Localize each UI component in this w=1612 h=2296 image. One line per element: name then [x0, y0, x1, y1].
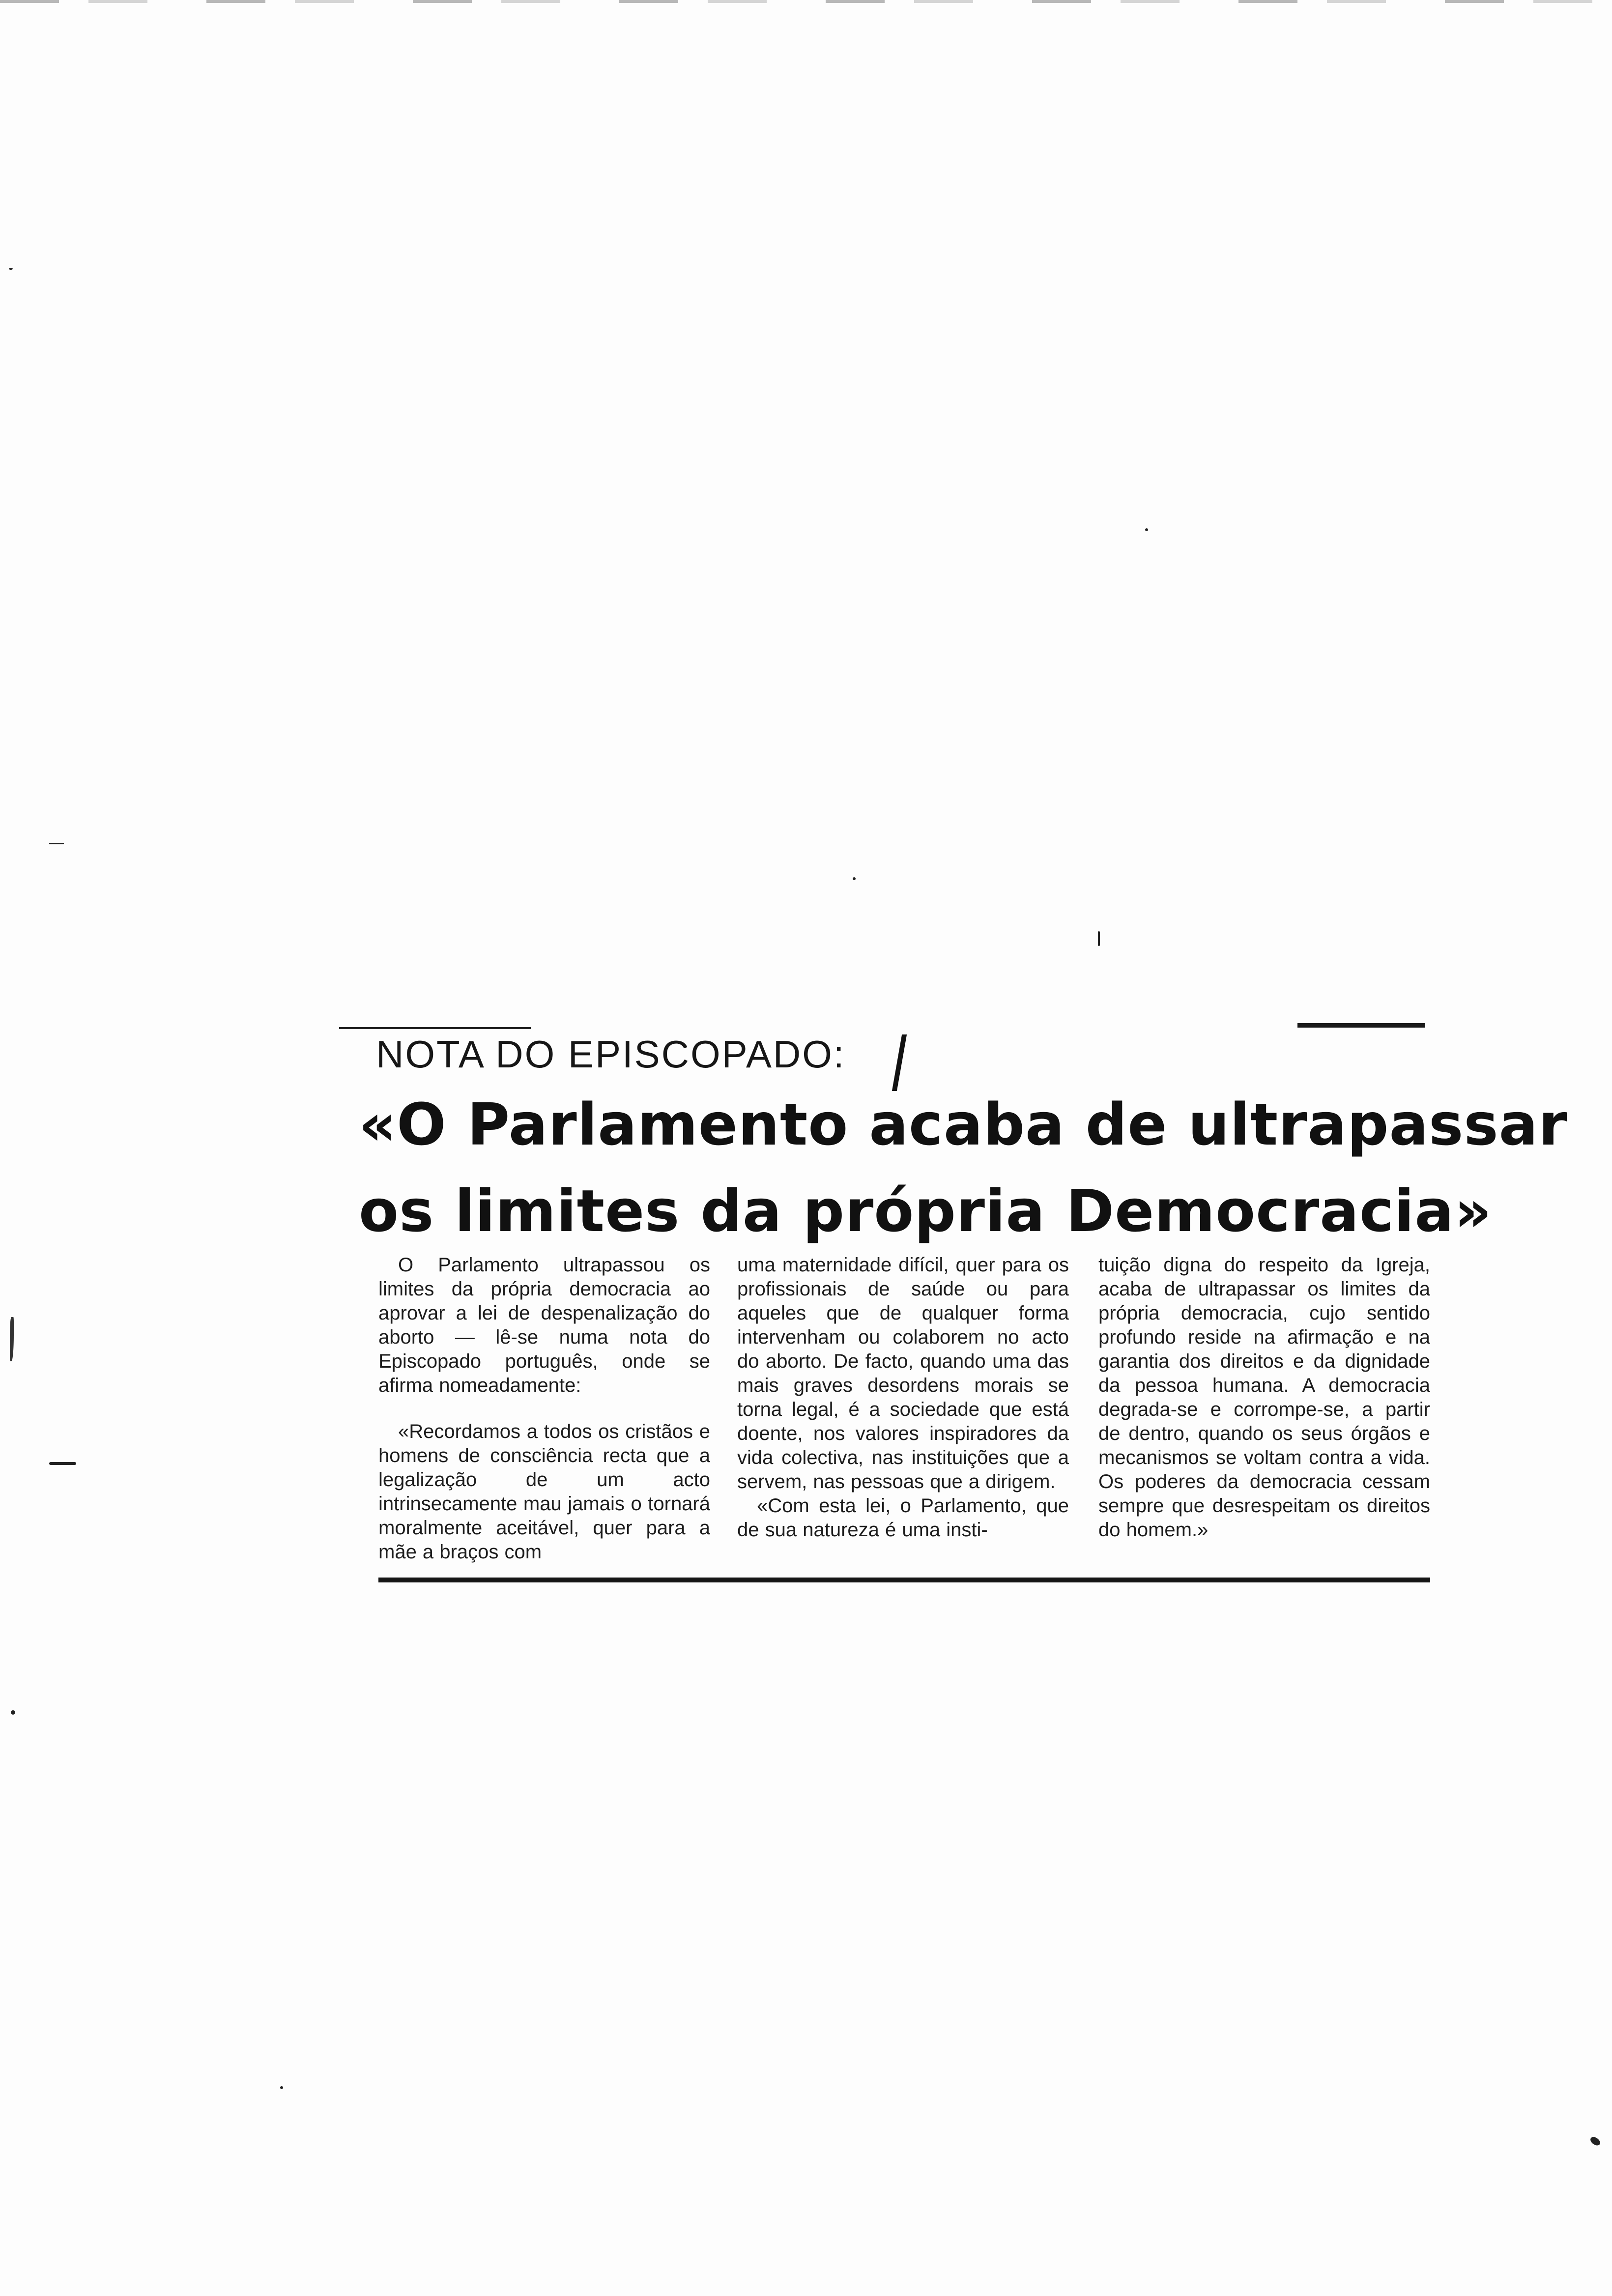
scan-speck: [280, 2086, 283, 2089]
scan-speck: [853, 877, 856, 880]
scan-speck: [1145, 528, 1148, 531]
paragraph: «Com esta lei, o Parlamento, que de sua natureza é uma insti-: [737, 1495, 1069, 1541]
paragraph: «Recordamos a todos os cristãos e homens de consciência recta que a legalização de um acto intrinsecamente mau jamais o tornará moralmente aceitável, quer para a mãe a braços com: [378, 1421, 710, 1563]
paragraph: uma maternidade difícil, quer para os profissionais de saúde ou para aqueles que de qualquer forma intervenham ou colaborem no acto do aborto. De facto, quando uma das mais graves desordens morais se torna legal, é a sociedade que está doente, nos valores inspiradores da vida colectiva, nas instituições que a servem, nas pessoas que a dirigem.: [737, 1254, 1069, 1492]
scan-speck: [49, 1462, 76, 1465]
scan-speck: [1098, 931, 1100, 946]
scan-speck: [49, 843, 64, 844]
paragraph: tuição digna do respeito da Igreja, acaba de ultrapassar os limites da própria democracia, cujo sentido profundo reside na afirmação e na garantia dos direitos e da dignidade da pessoa humana. A democracia degrada-se e corrompe-se, a partir de dentro, quando os seus órgãos e mecanismos se voltam contra a vida. Os poderes da democracia cessam sempre que desrespeitam os direitos do homem.»: [1098, 1254, 1430, 1541]
scan-top-edge: [0, 0, 1612, 3]
article-kicker: NOTA DO EPISCOPADO:: [376, 1033, 846, 1076]
paragraph: O Parlamento ultrapassou os limites da própria democracia ao aprovar a lei de despenalização do aborto — lê-se numa nota do Episcopado português, onde se afirma nomeadamente:: [378, 1254, 710, 1396]
kicker-rule-right: [1297, 1023, 1425, 1028]
article-body: [378, 1253, 1430, 1568]
article-headline: [359, 1081, 1568, 1254]
article-column-3: [1098, 1253, 1430, 1542]
scan-speck: [1589, 2135, 1602, 2147]
scan-speck: [9, 268, 13, 270]
article-column-1: [378, 1253, 710, 1564]
article-column-2: [737, 1253, 1069, 1542]
scan-speck: [11, 1710, 15, 1715]
headline-line-1: «O Parlamento acaba de ultrapassar: [359, 1091, 1568, 1158]
scan-speck: [10, 1317, 14, 1361]
article-bottom-rule: [378, 1578, 1430, 1582]
newspaper-clipping: [339, 1012, 1568, 1612]
kicker-rule-left: [339, 1027, 531, 1029]
headline-line-2: os limites da própria Democracia»: [359, 1177, 1493, 1245]
